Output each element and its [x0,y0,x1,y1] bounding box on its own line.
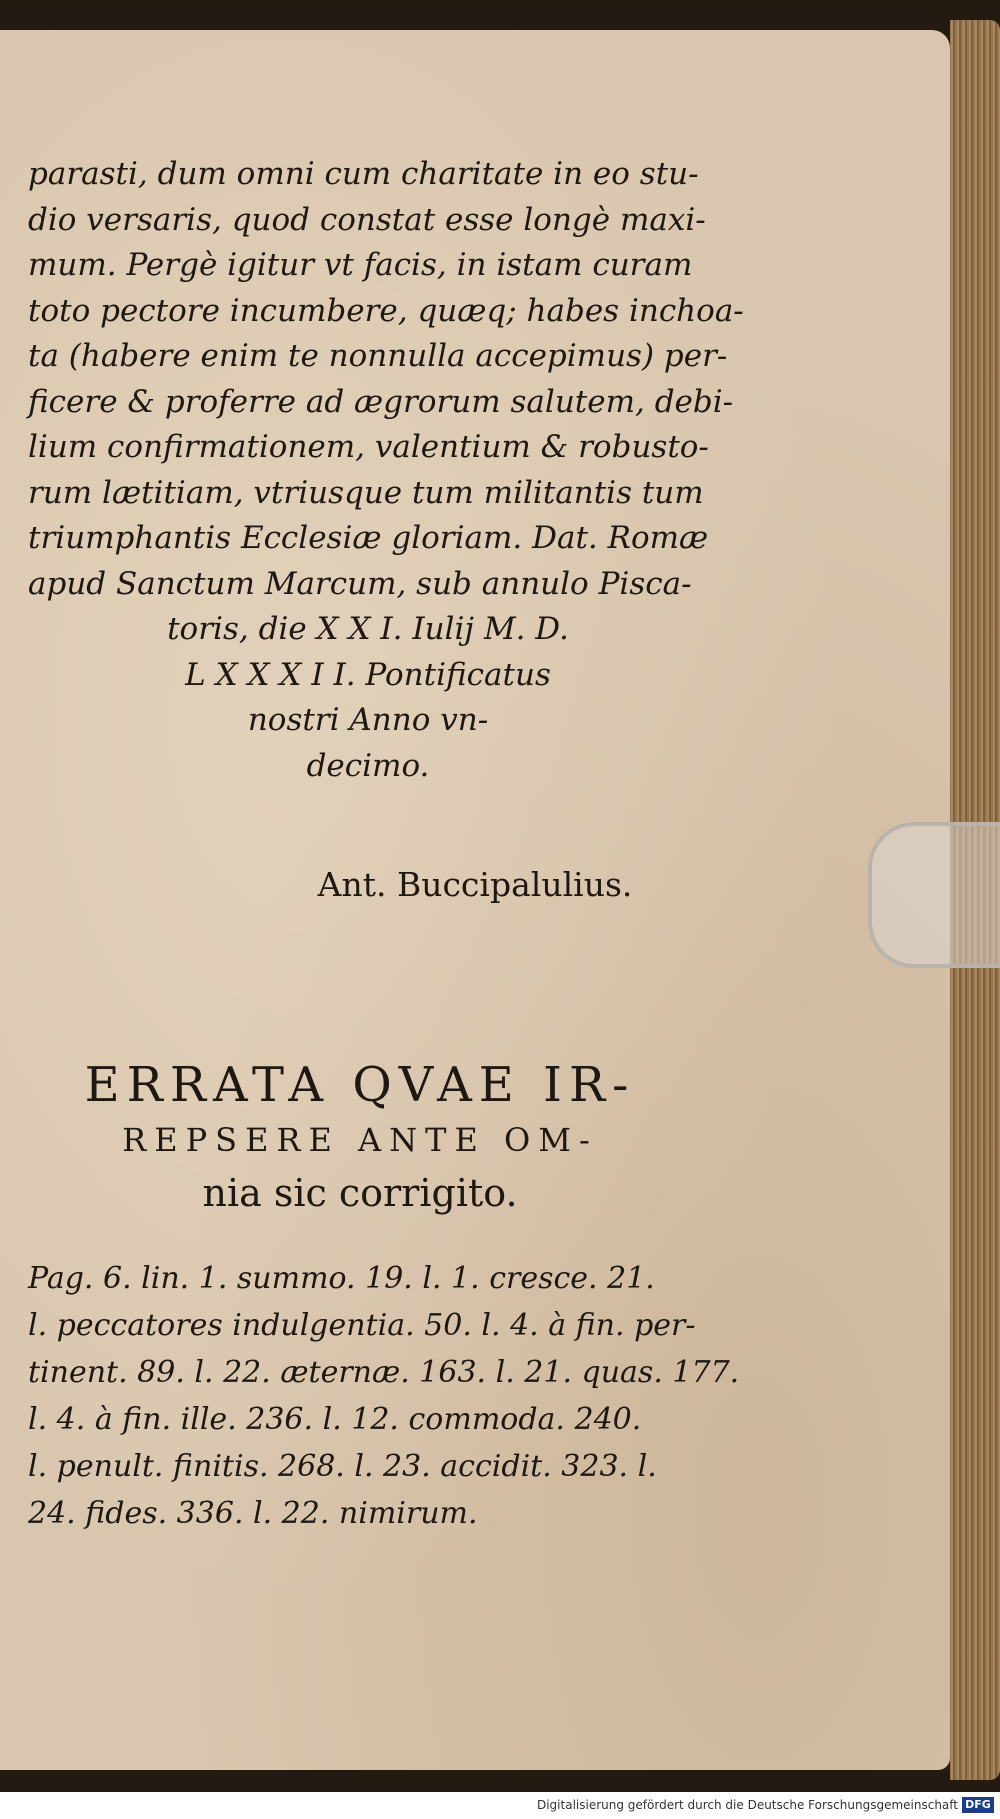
errata-line: 24. fides. 336. l. 22. nimirum. [28,1496,478,1531]
text-line: ta (habere enim te nonnulla accepimus) per- [28,338,728,374]
errata-heading-line: ERRATA QVAE IR- [84,1057,636,1113]
text-line: decimo. [306,747,430,784]
text-line: triumphantis Ecclesiæ gloriam. Dat. Romæ [28,520,709,556]
errata-line: tinent. 89. l. 22. æternæ. 163. l. 21. quas. 177. [28,1355,740,1390]
text-line: mum. Pergè igitur vt facis, in istam curam [28,247,693,283]
errata-heading-line: REPSERE ANTE OM- [122,1121,598,1159]
errata-line: l. penult. finitis. 268. l. 23. accidit. 323. l. [28,1449,657,1484]
errata-line: l. peccatores indulgentia. 50. l. 4. à fin. per- [28,1308,696,1343]
errata-heading-line: nia sic corrigito. [202,1171,518,1215]
errata-line: Pag. 6. lin. 1. summo. 19. l. 1. cresce. 21. [28,1261,655,1296]
text-line: L X X X I I. Pontificatus [185,656,551,693]
errata-line: l. 4. à fin. ille. 236. l. 12. commoda. 240. [28,1402,642,1437]
errata-heading [0,1055,720,1221]
digitization-footer [0,1792,1000,1819]
errata-list [28,1255,740,1537]
text-line: apud Sanctum Marcum, sub annulo Pisca- [28,565,692,602]
dfg-logo-icon: DFG [962,1797,994,1813]
signature-line: Ant. Buccipalulius. [317,865,633,904]
text-line: dio versaris, quod constat esse longè maxi- [28,201,706,238]
footer-credit: Digitalisierung gefördert durch die Deutsche Forschungsgemeinschaft [536,1798,958,1812]
text-line: rum lætitiam, vtriusque tum militantis tum [28,474,704,511]
text-line: lium confirmationem, valentium & robusto- [28,429,709,465]
text-line: ficere & proferre ad ægrorum salutem, debi- [28,383,734,420]
text-line: nostri Anno vn- [247,702,489,738]
text-line: toris, die X X I. Iulij M. D. [167,611,569,647]
text-line: toto pectore incumbere, quæq; habes inchoa- [28,292,744,329]
letter-text [28,152,744,789]
book-page [0,30,950,1770]
text-line: parasti, dum omni cum charitate in eo stu- [28,156,699,192]
book-clip [868,822,1000,968]
